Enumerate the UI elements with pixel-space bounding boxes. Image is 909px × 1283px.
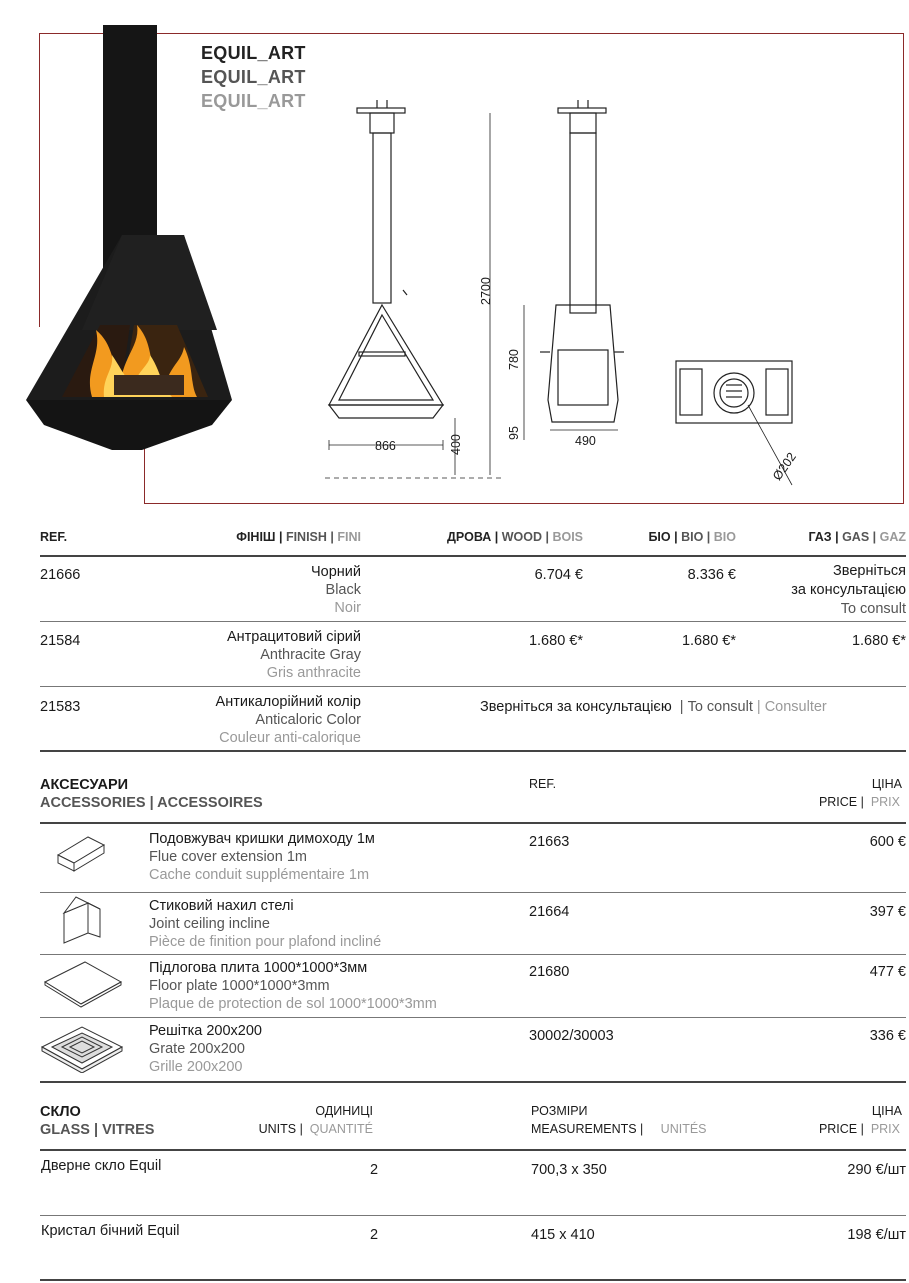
section-title: СКЛО — [40, 1104, 81, 1120]
divider — [40, 621, 906, 622]
divider — [40, 1149, 906, 1151]
col-header-bio: БІО | BIO | BIO — [648, 530, 736, 544]
col-header-units: ОДИНИЦІ — [315, 1104, 373, 1118]
price-gas: Зверніться за консультацією To consult — [791, 563, 906, 617]
divider — [40, 1215, 906, 1216]
side-view-drawing — [510, 100, 640, 450]
finish-name: Антрацитовий сірий Anthracite Gray Gris anthracite — [226, 629, 361, 681]
accessory-price: 397 € — [869, 904, 906, 920]
flue-extension-icon — [56, 833, 106, 873]
dim-label: Ø202 — [770, 449, 800, 484]
accessory-price: 336 € — [869, 1028, 906, 1044]
accessory-name: Решітка 200x200 Grate 200x200 Grille 200x200 — [149, 1023, 262, 1075]
table-row-ref: 21666 — [40, 567, 81, 583]
dim-label: 95 — [507, 426, 521, 440]
dim-label: 2700 — [479, 277, 493, 305]
divider — [40, 954, 906, 955]
accessory-price: 600 € — [869, 834, 906, 850]
col-header-price: ЦІНА — [871, 1104, 902, 1118]
frame-line — [144, 503, 903, 504]
product-title: EQUIL_ART — [201, 67, 306, 87]
section-subtitle: ACCESSORIES | ACCESSOIRES — [40, 795, 263, 811]
consult-note: Зверніться за консультацією | To consult | Consulter — [480, 699, 827, 715]
col-header-gas: ГАЗ | GAS | GAZ — [808, 530, 906, 544]
divider — [40, 1279, 906, 1281]
glass-price: 198 €/шт — [847, 1227, 906, 1243]
col-header-units-sub: UNITS | QUANTITÉ — [258, 1122, 373, 1136]
price-wood: 6.704 € — [534, 567, 583, 583]
table-row-ref: 21584 — [40, 633, 81, 649]
col-header-measurements: РОЗМІРИ — [531, 1104, 588, 1118]
accessory-name: Подовжувач кришки димоходу 1м Flue cover extension 1m Cache conduit supplémentaire 1m — [149, 831, 375, 883]
accessory-ref: 21664 — [529, 904, 570, 920]
accessory-ref: 21680 — [529, 964, 570, 980]
col-header-price: ЦІНА — [871, 777, 902, 791]
accessory-name: Стиковий нахил стелі Joint ceiling incline Pièce de finition pour plafond incliné — [149, 898, 382, 950]
section-subtitle: GLASS | VITRES — [40, 1122, 155, 1138]
divider — [40, 1081, 906, 1083]
divider — [40, 892, 906, 893]
accessory-ref: 21663 — [529, 834, 570, 850]
col-header-finish: ФІНІШ | FINISH | FINI — [236, 530, 361, 544]
glass-name: Кристал бічний Equil — [41, 1223, 180, 1239]
finish-name: Антикалорійний колір Anticaloric Color Couleur anti-calorique — [215, 694, 361, 746]
glass-measurements: 700,3 x 350 — [531, 1162, 607, 1178]
col-header-price-sub: PRICE | PRIX — [818, 1122, 900, 1136]
dim-label: 490 — [575, 434, 596, 448]
price-bio: 1.680 €* — [681, 633, 736, 649]
glass-units: 2 — [370, 1227, 379, 1243]
divider — [40, 1017, 906, 1018]
glass-units: 2 — [370, 1162, 379, 1178]
product-title: EQUIL_ART — [201, 91, 306, 111]
divider — [40, 555, 906, 557]
frame-line — [903, 33, 904, 504]
col-header-measurements-sub: MEASUREMENTS | UNITÉS — [531, 1122, 707, 1136]
finish-name: Чорний Black Noir — [311, 564, 361, 616]
col-header-ref: REF. — [529, 777, 557, 791]
dim-label: 400 — [449, 434, 463, 455]
price-wood: 1.680 €* — [528, 633, 583, 649]
glass-price: 290 €/шт — [847, 1162, 906, 1178]
fireplace-photo — [22, 25, 237, 455]
dim-label: 780 — [507, 349, 521, 370]
col-header-ref: REF. — [40, 530, 68, 544]
price-gas: 1.680 €* — [851, 633, 906, 649]
table-row-ref: 21583 — [40, 699, 81, 715]
grate-icon — [40, 1025, 124, 1073]
divider — [40, 686, 906, 687]
ceiling-incline-icon — [60, 893, 105, 945]
product-title: EQUIL_ART — [201, 43, 306, 63]
dim-label: 866 — [375, 439, 396, 453]
col-header-price-sub: PRICE | PRIX — [818, 795, 900, 809]
section-title: АКСЕСУАРИ — [40, 777, 129, 793]
price-bio: 8.336 € — [687, 567, 736, 583]
divider — [40, 750, 906, 752]
floor-plate-icon — [43, 960, 123, 1008]
accessory-price: 477 € — [869, 964, 906, 980]
accessory-name: Підлогова плита 1000*1000*3мм Floor plate 1000*1000*3mm Plaque de protection de sol 1000*1000*3mm — [149, 960, 437, 1012]
glass-measurements: 415 x 410 — [531, 1227, 595, 1243]
divider — [40, 822, 906, 824]
glass-name: Дверне скло Equil — [41, 1158, 162, 1174]
accessory-ref: 30002/30003 — [529, 1028, 614, 1044]
col-header-wood: ДРОВА | WOOD | BOIS — [447, 530, 583, 544]
